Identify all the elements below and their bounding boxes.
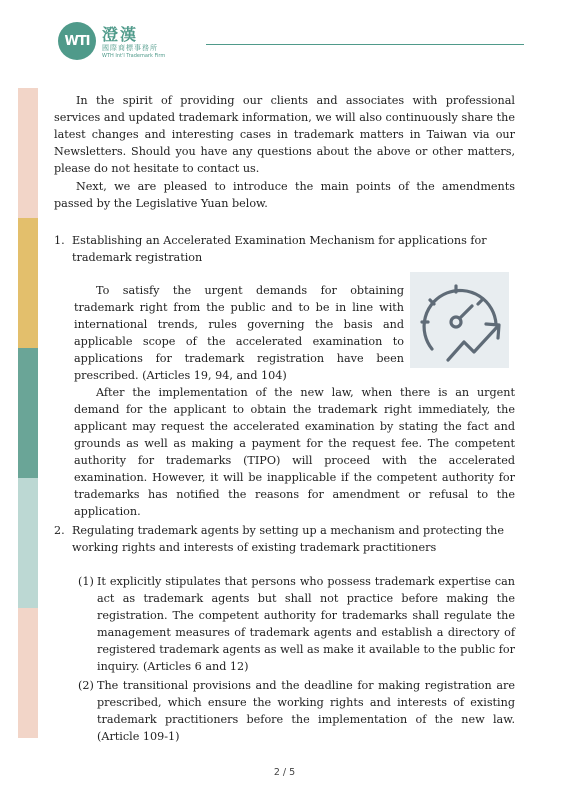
section-2-item-1-number: (1) xyxy=(78,575,94,588)
section-1-paragraph-2: After the implementation of the new law, when there is an urgent demand for the applicant to obtain the trademark right immediately, the applicant may request the accelerated examination by stating the fact and grounds as well as making a payment for the request fee. The competent authority for trademarks (TIPO) will proceed with the accelerated examination. However, it will be inapplicable if the competent authority for trademarks has notified the reasons for amendment or refusal to the application. xyxy=(74,386,515,518)
section-1-number: 1. xyxy=(54,234,65,247)
page-number: 2 / 5 xyxy=(273,767,296,778)
section-1-title: Establishing an Accelerated Examination Mechanism for applications for trademark registration xyxy=(72,234,487,264)
header-rule xyxy=(206,44,524,45)
side-bar-segment xyxy=(18,478,38,608)
side-bar-segment xyxy=(18,218,38,348)
section-2-item-1: It explicitly stipulates that persons who possess trademark expertise can act as trademark agents but shall not practice before making the registration. The competent authority for trademarks shall regulate the management measures of trademark agents and establish a directory of registered trademark agents as well as make it available to the public for inquiry. (Articles 6 and 12) xyxy=(97,575,515,673)
section-2-number: 2. xyxy=(54,524,65,537)
logo-english-name: WTH Int'l Trademark Firm xyxy=(102,53,166,59)
section-2-item-2: The transitional provisions and the deadline for making registration are prescribed, which ensure the working rights and interests of existing trademark practitioners before the implementation of the new law. (Article 109-1) xyxy=(97,679,515,743)
side-bar-segment xyxy=(18,88,38,218)
logo-chinese-name: 澄漢 xyxy=(102,25,139,44)
next-paragraph: Next, we are pleased to introduce the main points of the amendments passed by the Legislative Yuan below. xyxy=(54,180,515,210)
section-1-paragraph-1: To satisfy the urgent demands for obtaining trademark right from the public and to be in line with international trends, rules governing the basis and applicable scope of the accelerated examination to applications for trademark registration have been prescribed. (Articles 19, 94, and 104) xyxy=(74,284,404,382)
logo-chinese-subtitle: 國際商標事務所 xyxy=(102,44,158,52)
section-2-title: Regulating trademark agents by setting up a mechanism and protecting the working rights and interests of existing trademark practitioners xyxy=(72,524,505,554)
side-bar-segment xyxy=(18,348,38,478)
speedometer-growth-icon xyxy=(410,272,509,368)
firm-logo xyxy=(58,20,198,64)
logo-mark: WTI xyxy=(58,22,96,60)
section-2-item-2-number: (2) xyxy=(78,679,94,692)
intro-paragraph: In the spirit of providing our clients and associates with professional services and updated trademark information, we will also continuously share the latest changes and interesting cases in trademark matters in Taiwan via our Newsletters. Should you have any questions about the above or other matters, please do not hesitate to contact us. xyxy=(54,94,515,175)
side-bar-segment xyxy=(18,608,38,738)
